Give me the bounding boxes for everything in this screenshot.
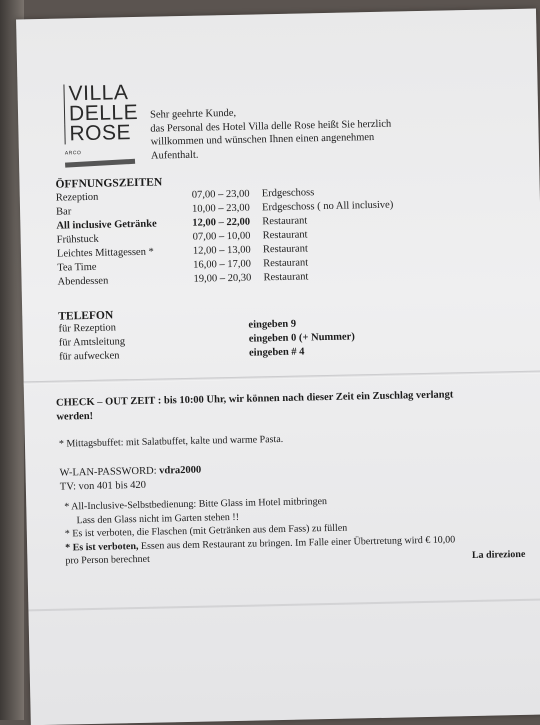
phone-code: eingeben 9 (248, 318, 297, 331)
hours-time: 19,00 – 20,30 (193, 272, 252, 285)
phone-code: eingeben # 4 (248, 346, 305, 359)
opening-hours-title: ÖFFNUNGSZEITEN (55, 176, 163, 191)
signature: La direzione (471, 548, 526, 562)
logo-place: ARCO (64, 150, 82, 157)
checkout-line: werden! (56, 410, 94, 423)
hours-place: Restaurant (263, 271, 309, 284)
phone-label: für Rezeption (58, 322, 117, 335)
paper-fold (24, 370, 540, 384)
welcome-line: willkommen und wünschen Ihnen einen angenehmen (150, 131, 375, 148)
logo-underline (65, 159, 135, 168)
phone-code: eingeben 0 (+ Nummer) (248, 331, 355, 345)
hours-time: 12,00 – 13,00 (192, 244, 251, 257)
rule-line: * Es ist verboten, die Flaschen (mit Getränken aus dem Fass) zu füllen (64, 522, 348, 540)
hours-label: Bar (55, 206, 72, 218)
paper-fold-lower (28, 598, 540, 611)
hours-label: Tea Time (57, 261, 97, 274)
rule-line: pro Person berechnet (65, 553, 150, 567)
opening-hours-section (55, 170, 477, 290)
hours-label: Frühstuck (56, 233, 99, 246)
welcome-line: Aufenthalt. (150, 149, 199, 162)
phone-label: für Amtsleitung (58, 336, 126, 349)
rule-text: Essen aus dem Restaurant zu bringen. Im Falle einer Übertretung wird € 10,00 (138, 533, 456, 552)
tv-channels: TV: von 401 bis 420 (59, 479, 147, 493)
welcome-line: Sehr geehrte Kunde, (149, 107, 237, 121)
wlan-info (59, 460, 360, 494)
hours-place: Restaurant (263, 257, 309, 270)
hours-label: Rezeption (55, 191, 99, 204)
hours-place: Restaurant (262, 243, 308, 256)
hours-label: Abendessen (57, 275, 109, 288)
logo-line-villa: VILLA (63, 83, 141, 105)
house-rules (64, 491, 535, 568)
phone-label: für aufwecken (59, 350, 120, 363)
hours-label: All inclusive Getränke (56, 218, 157, 232)
lunch-note: * Mittagsbuffet: mit Salatbuffet, kalte und warme Pasta. (58, 433, 284, 450)
checkout-notice (56, 387, 526, 425)
hours-time: 12,00 – 22,00 (192, 216, 251, 229)
wlan-password: vdra2000 (159, 464, 202, 477)
phone-section (58, 302, 479, 365)
hours-time: 10,00 – 23,00 (191, 202, 250, 215)
wlan-label: W-LAN-PASSWORD: (59, 465, 160, 479)
checkout-line: CHECK – OUT ZEIT : bis 10:00 Uhr, wir können nach dieser Zeit ein Zuschlag verlangt (55, 389, 454, 409)
hotel-info-sheet (16, 9, 540, 725)
hours-place: Restaurant (262, 215, 308, 228)
hours-place: Restaurant (262, 229, 308, 242)
hours-label: Leichtes Mittagessen * (56, 246, 154, 260)
logo-line-rose: ROSE (64, 123, 142, 145)
logo-line-delle: DELLE (64, 103, 142, 125)
rule-line: * All-Inclusive-Selbstbedienung: Bitte Glass im Hotel mitbringen (64, 496, 328, 513)
hours-time: 16,00 – 17,00 (193, 258, 252, 271)
phone-title: TELEFON (58, 309, 114, 323)
welcome-line: das Personal des Hotel Villa delle Rose heißt Sie herzlich (150, 118, 392, 135)
hours-time: 07,00 – 10,00 (192, 230, 251, 243)
hours-time: 07,00 – 23,00 (191, 188, 250, 201)
hours-place: Erdgeschoss ( no All inclusive) (261, 199, 394, 214)
rule-line: Lass den Glass nicht im Garten stehen !! (76, 511, 240, 526)
hours-place: Erdgeschoss (261, 187, 315, 200)
hotel-logo (63, 83, 143, 167)
welcome-text (150, 103, 441, 163)
rule-bold: * Es ist verboten, (65, 540, 139, 554)
